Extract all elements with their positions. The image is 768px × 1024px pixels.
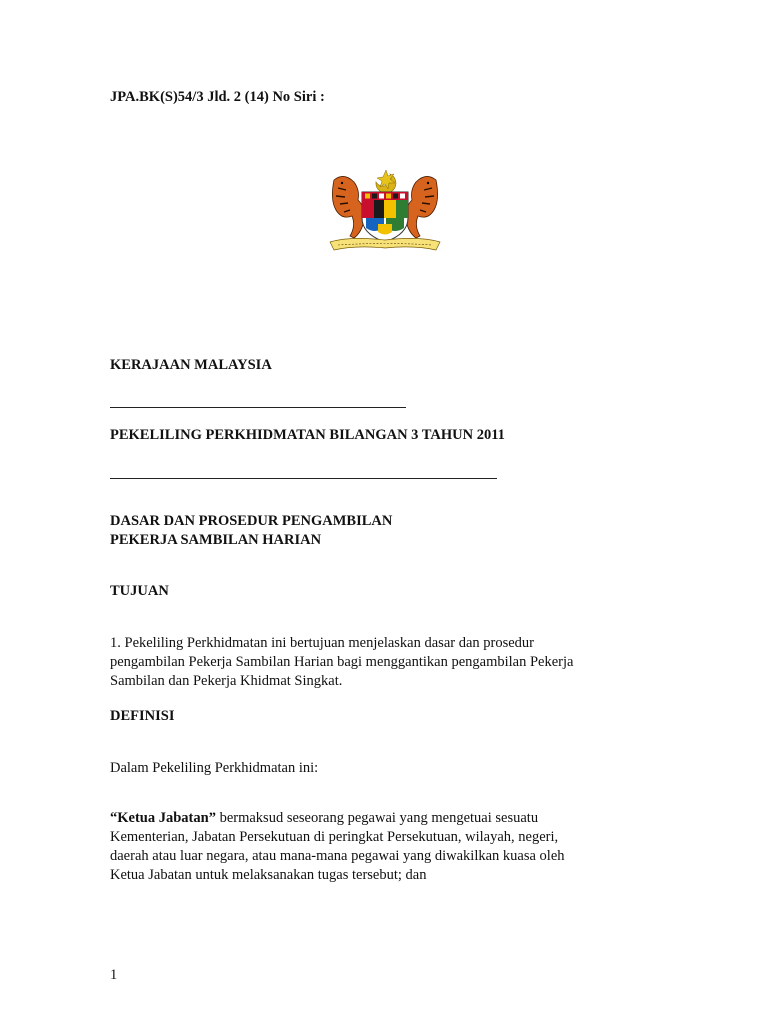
definition-ketua-jabatan bbox=[110, 809, 650, 885]
government-heading: KERAJAAN MALAYSIA bbox=[110, 357, 272, 373]
paragraph-line: Kementerian, Jabatan Persekutuan di peringkat Persekutuan, wilayah, negeri, bbox=[110, 829, 559, 845]
circular-title: PEKELILING PERKHIDMATAN BILANGAN 3 TAHUN 2011 bbox=[110, 427, 505, 443]
page-number: 1 bbox=[110, 967, 118, 983]
defined-term: “Ketua Jabatan” bbox=[110, 810, 216, 826]
subject-heading-line-2: PEKERJA SAMBILAN HARIAN bbox=[110, 532, 322, 548]
subject-heading-line-1: DASAR DAN PROSEDUR PENGAMBILAN bbox=[110, 513, 393, 529]
paragraph-line: pengambilan Pekerja Sambilan Harian bagi menggantikan pengambilan Pekerja bbox=[110, 654, 574, 670]
section-heading-tujuan: TUJUAN bbox=[110, 583, 169, 599]
paragraph-line: 1. Pekeliling Perkhidmatan ini bertujuan menjelaskan dasar dan prosedur bbox=[110, 635, 535, 651]
section-heading-definisi: DEFINISI bbox=[110, 708, 175, 724]
paragraph-line: Ketua Jabatan untuk melaksanakan tugas tersebut; dan bbox=[110, 867, 427, 883]
coat-of-arms-emblem bbox=[322, 168, 448, 258]
definitions-intro: Dalam Pekeliling Perkhidmatan ini: bbox=[110, 760, 319, 776]
paragraph-line: daerah atau luar negara, atau mana-mana pegawai yang diwakilkan kuasa oleh bbox=[110, 848, 565, 864]
paragraph-line: Sambilan dan Pekerja Khidmat Singkat. bbox=[110, 673, 343, 689]
definition-text: bermaksud seseorang pegawai yang mengetuai sesuatu bbox=[215, 810, 539, 826]
paragraph-line bbox=[110, 809, 650, 828]
reference-number: JPA.BK(S)54/3 Jld. 2 (14) No Siri : bbox=[110, 89, 325, 105]
divider-line bbox=[110, 478, 497, 479]
paragraph-1 bbox=[110, 634, 650, 691]
divider-line bbox=[110, 407, 406, 408]
